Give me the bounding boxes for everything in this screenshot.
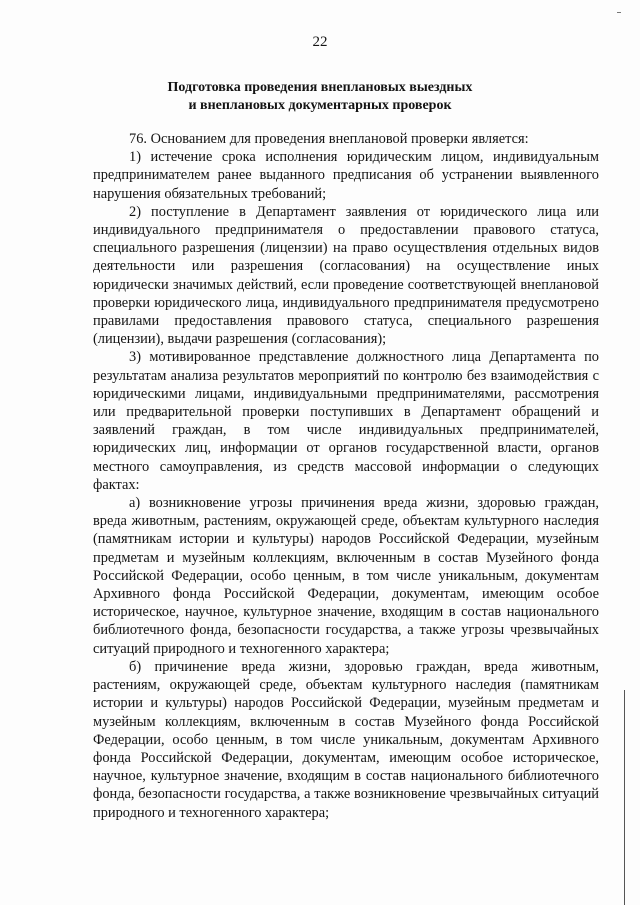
section-heading-line-2: и внеплановых документарных проверок [188,98,452,113]
section-heading [0,79,640,115]
paragraph-item-2: 2) поступление в Департамент заявления от юридического лица или индивидуального предпринимателя о предоставлении правового статуса, специального разрешения (лицензии) на право осуществления отдельных видов деятельности или разрешения (согласования) на осуществление иных юридически значимых действий, если проведение соответствующей внеплановой проверки юридического лица, индивидуального предпринимателя предусмотрено правилами предоставления правового статуса, специального разрешения (лицензии), выдачи разрешения (согласования); [93,203,599,348]
paragraph-subitem-a: а) возникновение угрозы причинения вреда жизни, здоровью граждан, вреда животным, растениям, окружающей среде, объектам культурного наследия (памятникам истории и культуры) народов Российской Федерации, музейным предметам и музейным коллекциям, включенным в состав Музейного фонда Российской Федерации, особо ценным, в том числе уникальным, документам Архивного фонда Российской Федерации, документам, имеющим особое историческое, научное, культурное значение, входящим в состав национального библиотечного фонда, безопасности государства, а также угрозы чрезвычайных ситуаций природного и техногенного характера; [93,495,599,657]
paragraph-item-3: 3) мотивированное представление должностного лица Департамента по результатам анализа результатов мероприятий по контролю без взаимодействия с юридическими лицами, индивидуальными предпринимателями, рассмотрения или предварительной проверки поступивших в Департамент обращений и заявлений граждан, в том числе индивидуальных предпринимателей, юридических лиц, информации от органов государственной власти, органов местного самоуправления, из средств массовой информации о следующих фактах: [93,349,599,493]
paragraph-76-intro: 76. Основанием для проведения внеплановой проверки является: [129,131,529,147]
section-heading-line-1: Подготовка проведения внеплановых выездных [167,80,473,95]
scan-artifact-mark [617,12,621,13]
document-body [93,130,599,822]
scan-artifact-line [624,690,625,905]
paragraph-subitem-b: б) причинение вреда жизни, здоровью граждан, вреда животным, растениям, окружающей среде, объектам культурного наследия (памятникам истории и культуры) народов Российской Федерации, музейным предметам и музейным коллекциям, включенным в состав Музейного фонда Российской Федерации, особо ценным, в том числе уникальным, документам Архивного фонда Российской Федерации, документам, имеющим особое историческое, научное, культурное значение, входящим в состав национального библиотечного фонда, безопасности государства, а также возникновение чрезвычайных ситуаций природного и техногенного характера; [93,658,599,821]
paragraph-item-1: 1) истечение срока исполнения юридическим лицом, индивидуальным предпринимателем ранее выданного предписания об устранении выявленного нарушения обязательных требований; [93,149,599,202]
page-number: 22 [312,34,328,50]
